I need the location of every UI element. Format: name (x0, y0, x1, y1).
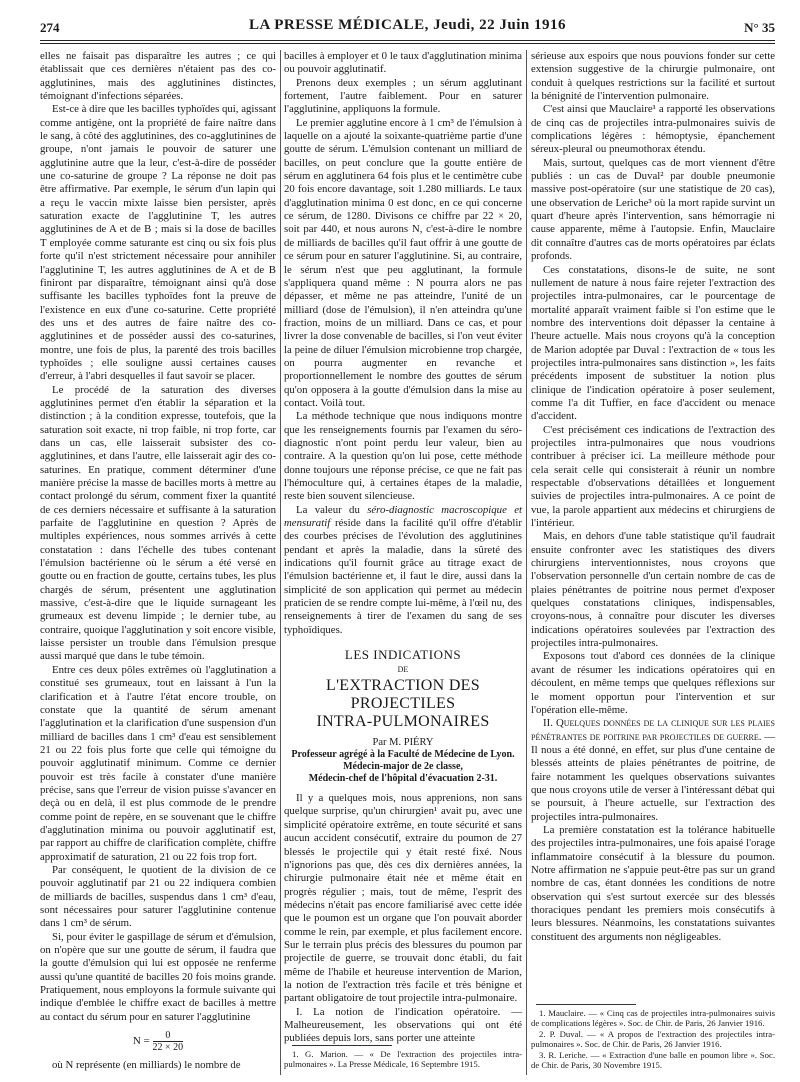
journal-title: LA PRESSE MÉDICALE, Jeudi, 22 Juin 1916 (248, 17, 567, 33)
footnotes (531, 1008, 775, 1070)
footnote: 3. R. Leriche. — « Extraction d'une balle en poumon libre ». Soc. de Chir. de Paris, 30 Novembre 1915. (531, 1049, 775, 1071)
paragraph: La première constatation est la tolérance habituelle des projectiles intra-pulmonaires, une fois apaisé l'orage inflammatoire consécutif à la blessure du poumon. Notre affirmation ne s'appuie peut-être pas sur un grand nombre de cas, étant données les conditions de notre observation qui s'est surtout exercée sur des blessés thoraciques pendant les premiers mois consécutifs à leurs blessures. Néanmoins, les constatations suivantes constituent des arguments non négligeables. (531, 823, 775, 943)
footnote: 2. P. Duval. — « A propos de l'extraction des projectiles intra-pulmonaires ». Soc. de Chir. de Paris, 26 Janvier 1916. (531, 1028, 775, 1050)
paragraph: Par conséquent, le quotient de la division de ce pouvoir agglutinatif par 21 ou 22 indiquera combien de milliards de bacilles, suspendus dans 1 cm³ d'eau, sont nécessaires pour saturer l'agglutinine contenue dans 1 cm³ de sérum. (40, 863, 276, 930)
paragraph: C'est précisément ces indications de l'extraction des projectiles intra-pulmonaires que nous voudrions contribuer à préciser ici. La meilleure méthode pour cela serait celle qui consisterait à réunir un nombre respectable d'observations détaillées et longuement suivies de projectiles intra-pulmonaires. A ce point de vue, la parole appartient aux médecins et chirurgiens de l'intérieur. (531, 423, 775, 530)
article-author: Par M. PIÉRY (372, 737, 434, 749)
article-title-line: L'EXTRACTION DES PROJECTILES (326, 677, 480, 713)
section-paragraph: I. La notion de l'indication opératoire. — Malheureusement, les observations qui ont été publiées depuis lors, sans porter une atteinte (284, 1005, 522, 1045)
text-column-1 (40, 50, 276, 1072)
paragraph: Exposons tout d'abord ces données de la clinique avant de résumer les indications opératoires qui en découlent, en même temps que quelques réflexions sur le moment opportun pour l'intervention et sur l'opération elle-même. (531, 650, 775, 716)
author-affiliation: Professeur agrégé à la Faculté de Médecine de Lyon. (291, 749, 515, 761)
text-column-3 (531, 50, 775, 944)
column-divider (526, 50, 527, 1075)
text-run: — Il nous a été donné, en effet, sur plus d'une centaine de blessés atteints de plaies pénétrantes de poitrine, de faire notamment les quelques observations suivantes que nous croyons utile de verser à l'intéressant débat qui se poursuit, à l'heure actuelle, sur l'extraction des projectiles intra-pulmonaires. (531, 730, 775, 823)
paragraph: Le procédé de la saturation des diverses agglutinines permet d'en établir la séparation et la distinction ; à la condition expresse, toutefois, que la saturation soit exacte, ni trop faible, ni trop forte, car dans un cas, elle laisserait subsister des co-agglutinines, et dans l'autre, elle laisserait agir des co-saturines. En pratique, comment déterminer d'une manière précise la masse de bacilles morts à mettre au contact prolongé du sérum, comment fixer la quantité de ces derniers nécessaire et suffisante à la saturation parfaite de l'agglutinine en question ? Après de multiples expériences, nous sommes arrivés à cette constatation : dans l'échelle des tubes contenant l'émulsion bactérienne où le sérum a été versé en goutte ou en fraction de goutte, certains tubes, les plus chargés de sérum, présentent une agglutination massive, c'est-à-dire que le liquide surnageant les grumeaux est devenu limpide ; le dernier tube, au contraire, quoique l'agglutination y soit encore visible, laisse persister un trouble dans l'émulsion presque aussi marqué que dans le tube témoin. (40, 383, 276, 663)
paragraph: où N représente (en milliards) le nombre de (52, 1059, 241, 1072)
paragraph: Mais, en dehors d'une table statistique qu'il faudrait ensuite confronter avec les statistiques des divers chirurgiens interventionnistes, nous croyons que l'observation personnelle d'un certain nombre de cas de plaies pénétrantes de poitrine nous permet d'exposer quelques constatations cliniques, indispensables, croyons-nous, à connaître pour discuter les diverses indications opératoires soulevées par l'extraction des projectiles intra-pulmonaires. (531, 530, 775, 650)
running-header (40, 12, 775, 40)
formula-denominator: 22 × 20 (152, 1042, 184, 1054)
paragraph: elles ne faisait pas disparaître les autres ; ce qui établissait que ces dernières n'étaient pas des co-agglutinines, mais des agglutinines distinctes, témoignant d'infections séparées. (40, 50, 276, 103)
header-rule (40, 40, 775, 41)
issue-number: N° 35 (744, 20, 775, 35)
paragraph: Est-ce à dire que les bacilles typhoïdes qui, agissant comme antigène, ont la propriété de faire naître dans le sang, à côté des agglutinines, des co-agglutinines de groupe, n'ont jamais le pouvoir de saturer une agglutinine autre que la leur, c'est-à-dire de posséder une co-saturine de groupe ? La réponse ne doit pas être affirmative. Par exemple, le sérum d'un lapin qui a reçu le vaccin mixte laisse bien persister, après saturation exacte de l'agglutinine T, les autres agglutinines de A et de B ; mais si la dose de bacilles T employée comme saturante est cinq ou six fois plus forte qu'il n'est strictement nécessaire pour annihiler l'agglutinine T, les autres agglutinines de A et de B finiront par disparaître, témoignant ainsi qu'à dose suffisante les bacilles typhoïdes font la preuve de l'existence en eux d'une co-saturine. Cette propriété des uns et des autres de faire naître des co-agglutinines et de posséder aussi des co-saturines, montre, une fois de plus, la parenté des trois bacilles typhoïdes ; elle souligne aussi certaines causes d'erreur, à l'abri desquelles il faut savoir se placer. (40, 103, 276, 383)
article-heading (284, 647, 522, 785)
paragraph: Il y a quelques mois, nous apprenions, non sans quelque surprise, qu'un chirurgien¹ avait pu, avec une simplicité opératoire extrême, en toute sécurité et sans aucun accident consécutif, extraire du poumon de 27 blessés le projectile qui y était resté fixé. Nous n'ignorions pas que, dès ces dix dernières années, la chirurgie pulmonaire était née et même était en progrès régulier ; mais, tout de même, l'esprit des médecins n'était pas encore familiarisé avec cette idée que le poumon est un organe que l'on pouvait aborder comme le rein, par exemple, et plus facilement encore. Sur le terrain plus précis des blessures du poumon par projectile de guerre, se trouvait donc établi, du fait même de l'habile et heureuse intervention de Marion, la notion de l'extraction très facile et très bénigne et partant obligatoire de tout projectile intra-pulmonaire. (284, 792, 522, 1005)
footnote: 1. Mauclaire. — « Cinq cas de projectiles intra-pulmonaires suivis de complications légères ». Soc. de Chir. de Paris, 26 Janvier 1916. (531, 1008, 775, 1029)
paragraph: bacilles à employer et 0 le taux d'agglutination minima ou pouvoir agglutinatif. (284, 50, 522, 76)
paragraph: Le premier agglutine encore à 1 cm³ de l'émulsion à laquelle on a ajouté la soixante-quatrième partie d'une goutte de sérum. L'émulsion contenant un milliard de bacilles, on peut conclure que la goutte entière de sérum en agglutinera 64 fois plus et le centimètre cube 20 fois encore davantage, soit 1.280 milliards. Le taux d'agglutination minima 0 est donc, en ce qui concerne ce sérum, de 1280. Divisons ce chiffre par 22 × 20, soit par 440, et nous aurons N, c'est-à-dire le nombre de milliards de bacilles qu'il faut offrir à une goutte de ce sérum pour en saturer l'agglutinine. Si, au contraire, le sérum n'est que peu agglutinant, la formule s'appliquera quand même : N pourra alors ne pas dépasser, et même ne pas atteindre, l'unité de un milliard (dose de l'émulsion), il n'en atteindra qu'une fraction, moins de un milliard. Dans ce cas, et pour livrer la dose convenable de bacilles, si l'on veut éviter la peine de diluer l'émulsion microbienne trop chargée, on pourra augmenter en revanche et proportionnellement le nombre des gouttes de sérum qu'on opposera à la goutte d'émulsion dans la mise au contact. Voilà tout. (284, 116, 522, 409)
emphasis: séro-diagnostic macroscopique et mensuratif (284, 503, 522, 530)
text-run: La valeur du (296, 503, 368, 516)
author-affiliation: Médecin-major de 2e classe, (343, 761, 463, 773)
paragraph: Si, pour éviter le gaspillage de sérum et d'émulsion, on n'opère que sur une goutte de sérum, il faudra que la goutte d'émulsion qui lui est opposée ne renferme aussi qu'une quantité de bacilles 20 fois moins grande. Pratiquement, nous employons la formule suivante qui indique d'emblée le chiffre exact de bacilles à mettre au contact du sérum pour en saturer l'agglutinine (40, 930, 276, 1023)
paragraph: sérieuse aux espoirs que nous pouvions fonder sur cette extension suggestive de la chirurgie pulmonaire, ont conduit à quelques restrictions sur la facilité et surtout la bénignité de l'intervention pulmonaire. (531, 50, 775, 103)
article-de: DE (397, 665, 409, 675)
paragraph: Mais, surtout, quelques cas de mort viennent d'être publiés : un cas de Duval² par double pneumonie massive post-opératoire (sur une statistique de 20 cas), une observation de Leriche³ où la mort rapide survint un quart d'heure après l'intervention, sans hémorragie ni cause apparente, même à l'autopsie. Enfin, Mauclaire dit connaître d'autres cas de morts opératoires par éclats profonds. (531, 156, 775, 263)
formula-lhs: N = (132, 1035, 150, 1048)
author-affiliation: Médecin-chef de l'hôpital d'évacuation 2-31. (308, 773, 498, 785)
footnote-rule (536, 1004, 636, 1005)
footnote-rule (292, 1045, 392, 1046)
article-title-line: INTRA-PULMONAIRES (316, 713, 490, 731)
paragraph: Entre ces deux pôles extrêmes où l'agglutination a constitué ses grumeaux, tout en laissant à l'un la clarification et à l'autre l'état encore trouble, on constate que la quantité de sérum amenant l'agglutination et la clarification d'une suspension d'un milliard de bacilles dans 1 cm³ d'eau est sensiblement 21 ou 22 fois plus forte que celle qui témoigne du pouvoir agglutinatif minimum. Comme ce dernier pouvoir est très facile à constater d'une manière précise, sans que l'erreur de vision puisse s'avancer en deçà ou en delà, il est plus commode de le prendre comme point de repère, en se souvenant que le chiffre d'agglutination minima ou pouvoir agglutinatif est, par rapport au chiffre de clarification complète, chiffre approximatif de saturation, 21 ou 22 fois trop fort. (40, 663, 276, 863)
footnotes (284, 1049, 522, 1070)
text-column-2 (284, 50, 522, 1046)
formula-numerator: 0 (153, 1030, 184, 1042)
formula (40, 1030, 276, 1053)
footnote: 1. G. Marion. — « De l'extraction des projectiles intra-pulmonaires ». La Presse Médicale, 16 Septembre 1915. (284, 1049, 522, 1070)
article-kicker: LES INDICATIONS (344, 647, 462, 663)
formula-fraction (153, 1030, 184, 1053)
section-paragraph (531, 717, 775, 824)
paragraph (284, 504, 522, 637)
paragraph: Ces constatations, disons-le de suite, ne sont nullement de nature à nous faire rejeter l'extraction des projectiles intra-pulmonaires, car le pourcentage de mortalité apparaît vraiment faible si l'on estime que le nombre des interventions doit dépasser la centaine à l'heure actuelle. Mais nous croyons qu'à la conception de Marion adoptée par Duval : l'extraction de « tous les projectiles intra-pulmonaires sans distinction », les faits précédents imposent de substituer la notion plus clinique de l'indication opératoire à poser seulement, comme l'a dit Tuffier, en face d'accident ou menace d'accident. (531, 263, 775, 423)
text-run: réside dans la facilité qu'il offre d'établir des courbes précises de l'évolution des agglutinines pendant et après la maladie, dans la sûreté des indications qu'il fournit grâce au titrage exact de l'émulsion bactérienne et, il faut le dire, aussi dans la simplicité de son application qui permet au médecin praticien de se rendre compte lui-même, à l'œil nu, des renseignements à tirer de l'examen du sang de ses typhoïdiques. (284, 517, 522, 636)
header-rule-double (40, 43, 775, 44)
paragraph: La méthode technique que nous indiquons montre que les renseignements fournis par l'examen du séro-diagnostic n'ont point perdu leur valeur, bien au contraire. A la question qu'on lui pose, cette méthode donne toujours une réponse précise, ce que ne fait pas l'hémoculture qui, à certaines étapes de la maladie, reste bien souvent silencieuse. (284, 410, 522, 503)
paragraph: Prenons deux exemples ; un sérum agglutinant fortement, l'autre faiblement. Pour en saturer l'agglutinine, appliquons la formule. (284, 76, 522, 116)
column-divider (280, 50, 281, 1075)
paragraph: C'est ainsi que Mauclaire¹ a rapporté les observations de cinq cas de projectiles intra-pulmonaires suivis de complications légères : hémoptysie, épanchement séreux-pleural ou pneumothorax étendu. (531, 103, 775, 156)
section-heading: II. Quelques données de la clinique sur les plaies pénétrantes de poitrine par projectiles de guerre. (531, 717, 775, 743)
page-number: 274 (40, 20, 60, 35)
